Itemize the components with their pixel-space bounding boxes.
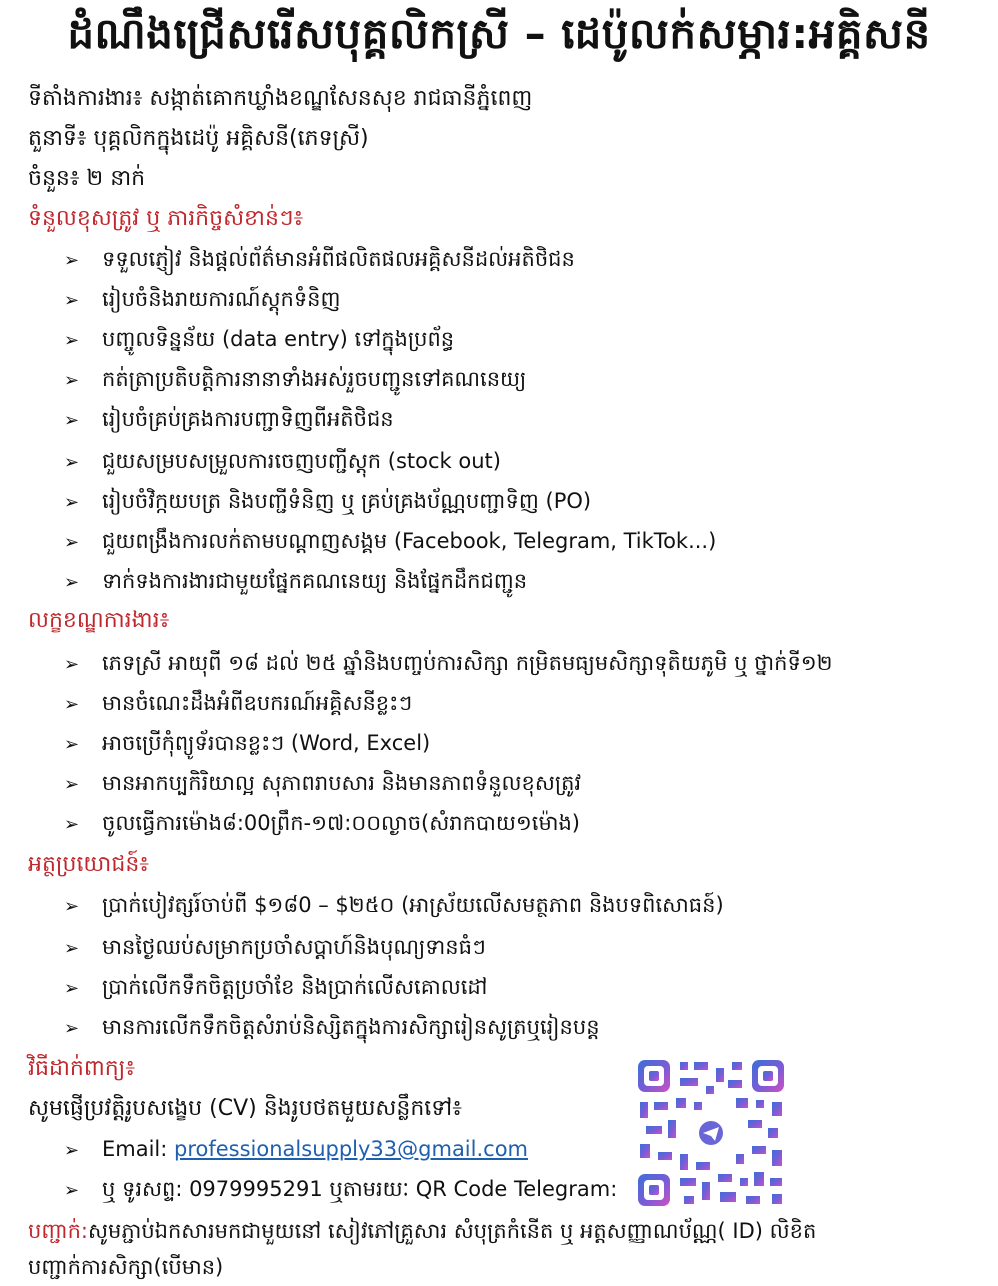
requirement-item-text: ចូលធ្វើការម៉ោង៨:00ព្រឹក-១៧:០០ល្ងាច(សំរាកបាយ១ម៉ោង) [102, 811, 580, 835]
benefit-item-text: មានការលើកទឹកចិត្តសំរាប់និស្សិតក្នុងការសិក្សារៀនសូត្រឬរៀនបន្ត [102, 1015, 600, 1039]
page-title: ដំណឹងជ្រើសរើសបុគ្គលិកស្រី – ដេប៉ូលក់សម្ភារ:អគ្គិសនី [67, 9, 931, 58]
info-position: តួនាទី៖ បុគ្គលិកក្នុងដេប៉ូ អគ្គិសនី(ភេទស្រី) [28, 126, 369, 151]
arrow-bullet-icon: ➢ [64, 370, 80, 391]
requirement-item [64, 768, 581, 800]
apply-heading: វិធីដាក់ពាក្យ៖ [28, 1056, 135, 1081]
duty-item [64, 566, 527, 598]
requirement-item-text: មានអាកប្បកិរិយាល្អ សុភាពរាបសារ និងមានភាពទំនួលខុសត្រូវ [102, 771, 582, 795]
benefit-item [64, 1012, 600, 1044]
note-text: សូមភ្ជាប់ឯកសារមកជាមួយនៅ សៀវភៅគ្រួសារ សំបុត្រកំនើត ឬ អត្តសញ្ញាណប័ណ្ណ( ID) លិខិត [88, 1219, 817, 1243]
requirement-item-text: អាចប្រើកុំព្យូទ័របានខ្លះៗ (Word, Excel) [102, 731, 431, 755]
apply-email-row [64, 1134, 528, 1166]
benefit-item-text: មានថ្ងៃឈប់សម្រាកប្រចាំសប្តាហ៍និងបុណ្យទានធំៗ [102, 935, 486, 959]
email-label: Email: [102, 1137, 175, 1161]
duty-item-text: ទទួលភ្ញៀវ និងផ្តល់ព័ត៌មានអំពីផលិតផលអគ្គិសនីដល់អតិថិជន [102, 247, 575, 271]
benefits-heading: អត្ថប្រយោជន៍៖ [28, 852, 149, 877]
apply-phone-row [64, 1174, 617, 1206]
duty-item [64, 284, 341, 316]
arrow-bullet-icon: ➢ [64, 250, 80, 271]
arrow-bullet-icon: ➢ [64, 694, 80, 715]
requirements-heading: លក្ខខណ្ឌការងារ៖ [28, 608, 170, 633]
email-link[interactable]: professionalsupply33@gmail.com [174, 1137, 529, 1161]
benefit-item [64, 890, 724, 922]
arrow-bullet-icon: ➢ [64, 1180, 80, 1201]
info-location: ទីតាំងការងារ៖ សង្កាត់គោកឃ្លាំងខណ្ឌសែនសុខ រាជធានីភ្នំពេញ [28, 86, 533, 111]
duty-item-text: រៀបចំគ្រប់គ្រងការបញ្ជាទិញពីអតិថិជន [102, 407, 394, 431]
apply-intro: សូមផ្ញើប្រវត្តិរូបសង្ខេប (CV) និងរូបថតមួយសន្លឹកទៅ៖ [28, 1096, 462, 1121]
duty-item [64, 404, 394, 436]
duty-item-text: កត់ត្រាប្រតិបត្តិការនានាទាំងអស់រួចបញ្ជូនទៅគណនេយ្យ [102, 367, 527, 391]
arrow-bullet-icon: ➢ [64, 452, 80, 473]
arrow-bullet-icon: ➢ [64, 572, 80, 593]
duty-item-text: រៀបចំនិងរាយការណ៍ស្តុកទំនិញ [102, 287, 341, 311]
arrow-bullet-icon: ➢ [64, 290, 80, 311]
arrow-bullet-icon: ➢ [64, 978, 80, 999]
requirement-item-text: មានចំណេះដឹងអំពីឧបករណ៍អគ្គិសនីខ្លះៗ [102, 691, 413, 715]
arrow-bullet-icon: ➢ [64, 1018, 80, 1039]
requirement-item-text: ភេទស្រី អាយុពី ១៨ ដល់ ២៥ ឆ្នាំនិងបញ្ចប់ការសិក្សា កម្រិតមធ្យមសិក្សាទុតិយភូមិ ឬ ថ្នាក់ទី១២ [102, 651, 833, 675]
duty-item [64, 486, 591, 518]
telegram-qr-code-icon[interactable] [636, 1058, 786, 1208]
duty-item-text: ទាក់ទងការងារជាមួយផ្នែកគណនេយ្យ និងផ្នែកដឹកជញ្ជូន [102, 569, 528, 593]
benefit-item-text: ប្រាក់បៀវត្សរ៍ចាប់ពី $១៨0 – $២៥០ (អាស្រ័យលើសមត្ថភាព និងបទពិសោធន៍) [102, 893, 724, 917]
requirement-item [64, 648, 833, 680]
requirement-item [64, 728, 430, 760]
duty-item [64, 364, 526, 396]
arrow-bullet-icon: ➢ [64, 532, 80, 553]
job-announcement [0, 6, 998, 1286]
benefit-item-text: ប្រាក់លើកទឹកចិត្តប្រចាំខែ និងប្រាក់លើសគោលដៅ [102, 975, 488, 999]
requirement-item [64, 688, 412, 720]
arrow-bullet-icon: ➢ [64, 330, 80, 351]
arrow-bullet-icon: ➢ [64, 896, 80, 917]
duty-item-text: រៀបចំវិក្កយបត្រ និងបញ្ជីទំនិញ ឬ គ្រប់គ្រងប័ណ្ណបញ្ជាទិញ (PO) [102, 489, 592, 513]
arrow-bullet-icon: ➢ [64, 774, 80, 795]
note-label: បញ្ជាក់: [28, 1219, 88, 1243]
note-line-1 [28, 1216, 978, 1246]
duty-item [64, 526, 716, 558]
duty-item-text: ជួយពង្រឹងការលក់តាមបណ្តាញសង្គម (Facebook, Telegram, TikTok...) [102, 529, 717, 553]
arrow-bullet-icon: ➢ [64, 734, 80, 755]
arrow-bullet-icon: ➢ [64, 654, 80, 675]
arrow-bullet-icon: ➢ [64, 410, 80, 431]
phone-text: ឬ ទូរសព្ទ: 0979995291 ឬតាមរយៈ QR Code Telegram: [102, 1177, 618, 1201]
arrow-bullet-icon: ➢ [64, 814, 80, 835]
duty-item-text: ជួយសម្របសម្រួលការចេញបញ្ជីស្តុក (stock out) [102, 449, 501, 473]
duty-item-text: បញ្ចូលទិន្នន័យ (data entry) ទៅក្នុងប្រព័ន្ធ [102, 327, 455, 351]
arrow-bullet-icon: ➢ [64, 492, 80, 513]
benefit-item [64, 972, 487, 1004]
duty-item [64, 324, 454, 356]
arrow-bullet-icon: ➢ [64, 938, 80, 959]
duties-heading: ទំនួលខុសត្រូវ ឬ ភារកិច្ចសំខាន់ៗ៖ [28, 206, 304, 231]
requirement-item [64, 808, 580, 840]
duty-item [64, 244, 575, 276]
note-line-2: បញ្ជាក់ការសិក្សា(បើមាន) [28, 1255, 224, 1279]
duty-item [64, 446, 501, 478]
benefit-item [64, 932, 486, 964]
arrow-bullet-icon: ➢ [64, 1140, 80, 1161]
info-count: ចំនួន៖ ២ នាក់ [28, 166, 146, 191]
